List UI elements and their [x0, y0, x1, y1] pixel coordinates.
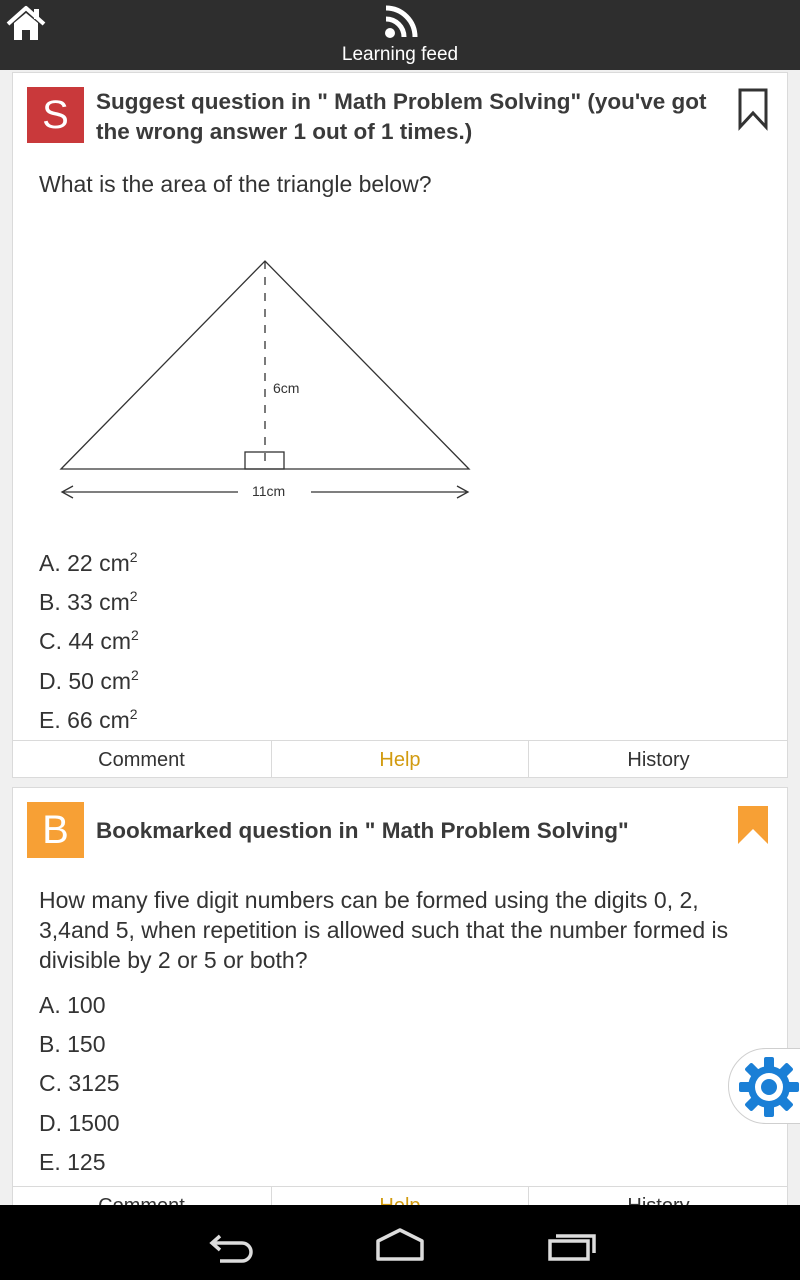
option-d[interactable]: D. 50 $cm^2$ — [39, 666, 139, 694]
answer-options — [39, 541, 139, 737]
option-b[interactable]: B. 33 $cm^2$ — [39, 588, 138, 616]
option-a[interactable]: A. 22 $cm^2$ — [39, 549, 138, 576]
height-label: 6cm — [273, 380, 300, 396]
action-bar — [0, 0, 800, 70]
question-text: How many five digit numbers can be formed using the digits 0, 2, 3,4and 5, when repetition is allowed such that the number formed is divisible by 2 or 5 or both? — [39, 887, 729, 973]
back-icon[interactable] — [200, 1225, 260, 1265]
help-button[interactable]: Help — [272, 741, 529, 778]
nav-home-icon[interactable] — [370, 1225, 430, 1265]
gear-icon — [737, 1055, 800, 1119]
feed-card-bookmarked — [12, 787, 788, 1207]
option-d[interactable]: D. 1500 — [39, 1109, 120, 1136]
question-text: What is the area of the triangle below? — [39, 171, 432, 197]
card-title: Suggest question in " Math Problem Solving" (you've got the wrong answer 1 out of 1 times.) — [96, 89, 707, 144]
answer-options — [39, 989, 120, 1185]
system-nav-bar — [0, 1205, 800, 1280]
feed-card-suggested — [12, 72, 788, 778]
page-title: Learning feed — [341, 44, 459, 65]
card-title: Bookmarked question in " Math Problem Solving" — [96, 818, 629, 843]
history-button[interactable]: History — [627, 749, 690, 771]
bookmark-outline-icon[interactable] — [735, 87, 771, 131]
option-e[interactable]: E. 66 $cm^2$ — [39, 705, 138, 733]
option-e[interactable]: E. 125 — [39, 1148, 106, 1175]
card-badge: S — [27, 87, 84, 143]
home-icon — [4, 4, 48, 44]
option-a[interactable]: A. 100 — [39, 992, 106, 1018]
card-badge: B — [27, 802, 84, 858]
option-b[interactable]: B. 150 — [39, 1031, 106, 1058]
triangle-diagram — [55, 256, 475, 511]
option-c[interactable]: C. 44 $cm^2$ — [39, 627, 139, 655]
option-c[interactable]: C. 3125 — [39, 1070, 120, 1097]
base-label: 11cm — [252, 483, 286, 499]
recent-apps-icon[interactable] — [542, 1225, 602, 1265]
rss-feed-icon — [383, 4, 419, 40]
card-actions — [12, 740, 788, 778]
bookmark-filled-icon[interactable] — [735, 804, 771, 848]
settings-button[interactable] — [728, 1048, 800, 1124]
home-button[interactable] — [4, 4, 48, 44]
comment-button[interactable]: Comment — [12, 741, 272, 778]
